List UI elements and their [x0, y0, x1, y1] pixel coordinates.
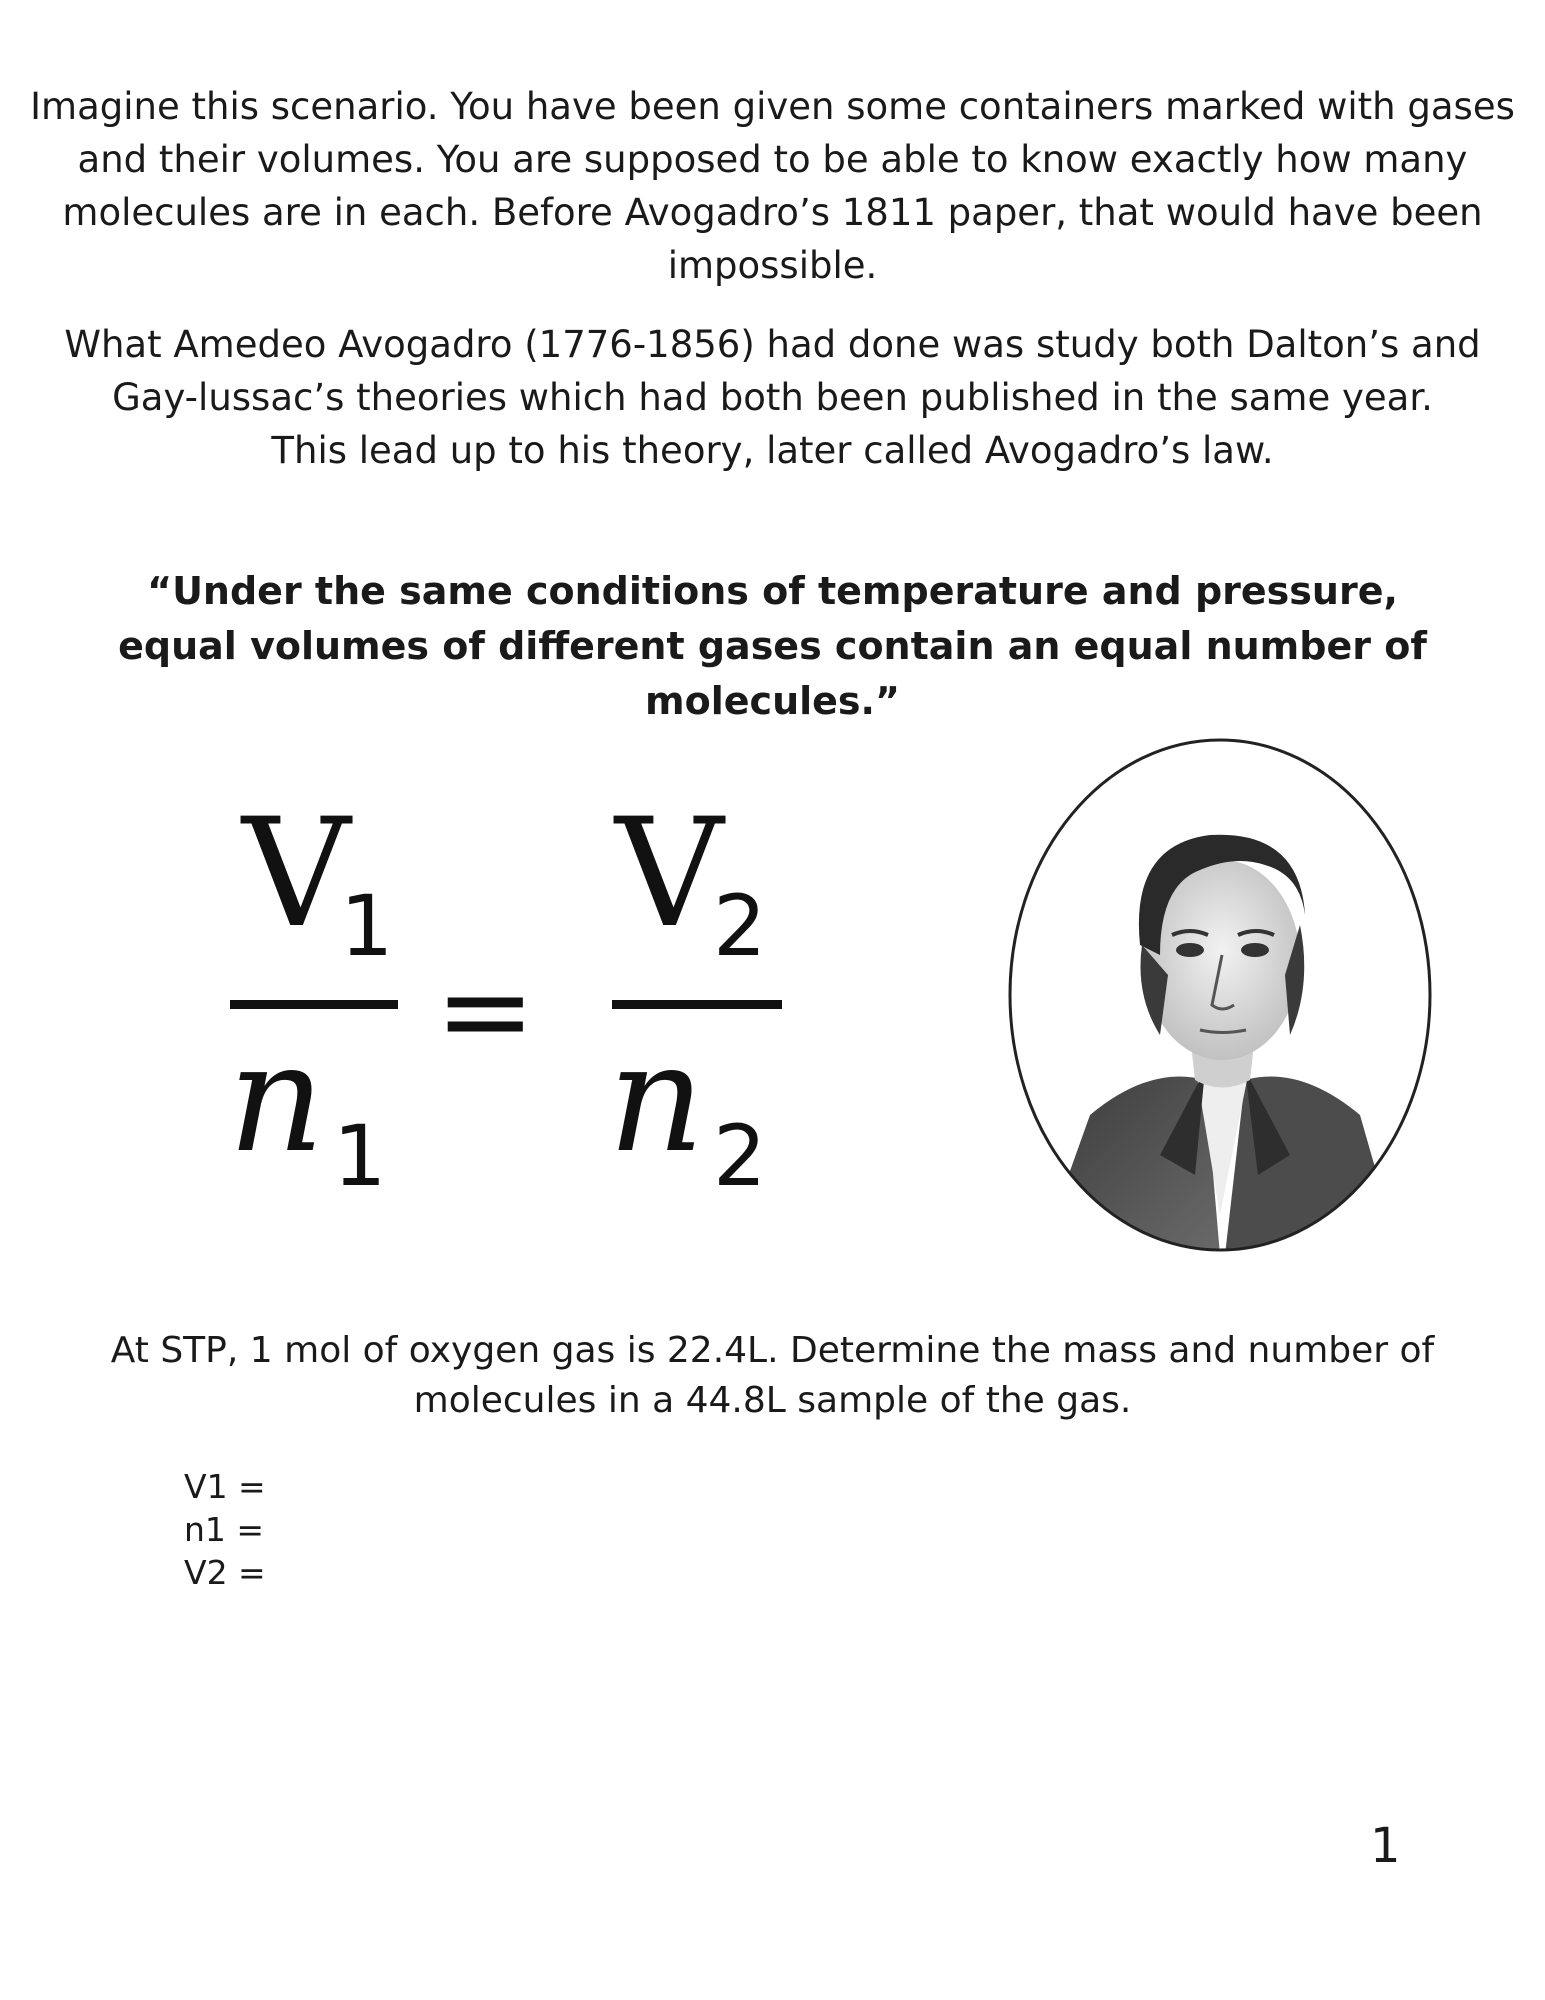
left-fraction-bar — [230, 1000, 398, 1009]
v2-subscript: 2 — [713, 877, 767, 975]
quote-line: “Under the same conditions of temperature and pressure, — [147, 569, 1398, 613]
quote-line: equal volumes of different gases contain an equal number of — [118, 624, 1427, 668]
avogadro-law-formula — [200, 790, 820, 1250]
n2-subscript: 2 — [713, 1107, 767, 1205]
given-v1: V1 = — [184, 1467, 266, 1506]
quote-line: molecules.” — [645, 679, 900, 723]
n1-symbol: n — [228, 1012, 325, 1186]
n2-symbol: n — [608, 1012, 705, 1186]
intro-line: and their volumes. You are supposed to be able to know exactly how many — [77, 138, 1468, 181]
problem-line: At STP, 1 mol of oxygen gas is 22.4L. Determine the mass and number of — [110, 1330, 1435, 1371]
given-v2: V2 = — [184, 1553, 266, 1592]
right-fraction-bar — [612, 1000, 782, 1009]
intro-line: Imagine this scenario. You have been given some containers marked with gases — [30, 85, 1515, 128]
practice-problem — [0, 1326, 1545, 1426]
avogadro-law-quote — [0, 564, 1545, 729]
avogadro-portrait — [1000, 735, 1440, 1255]
portrait-illustration — [1000, 735, 1440, 1255]
history-line: What Amedeo Avogadro (1776-1856) had done was study both Dalton’s and — [64, 323, 1481, 366]
v2-symbol: V — [615, 790, 724, 961]
given-n1: n1 = — [184, 1510, 265, 1549]
history-line: This lead up to his theory, later called Avogadro’s law. — [271, 429, 1274, 472]
page-number: 1 — [1370, 1818, 1401, 1874]
equals-sign: = — [435, 942, 536, 1081]
n1-subscript: 1 — [333, 1107, 387, 1205]
v1-symbol: V — [242, 790, 351, 961]
history-paragraph — [0, 318, 1545, 477]
v1-subscript: 1 — [340, 877, 394, 975]
intro-line: impossible. — [667, 244, 878, 287]
intro-line: molecules are in each. Before Avogadro’s 1811 paper, that would have been — [62, 191, 1483, 234]
intro-paragraph — [0, 80, 1545, 292]
given-values-list — [184, 1465, 266, 1594]
problem-line: molecules in a 44.8L sample of the gas. — [413, 1380, 1132, 1421]
formula-graphic — [200, 790, 820, 1250]
history-line: Gay-lussac’s theories which had both been published in the same year. — [112, 376, 1433, 419]
